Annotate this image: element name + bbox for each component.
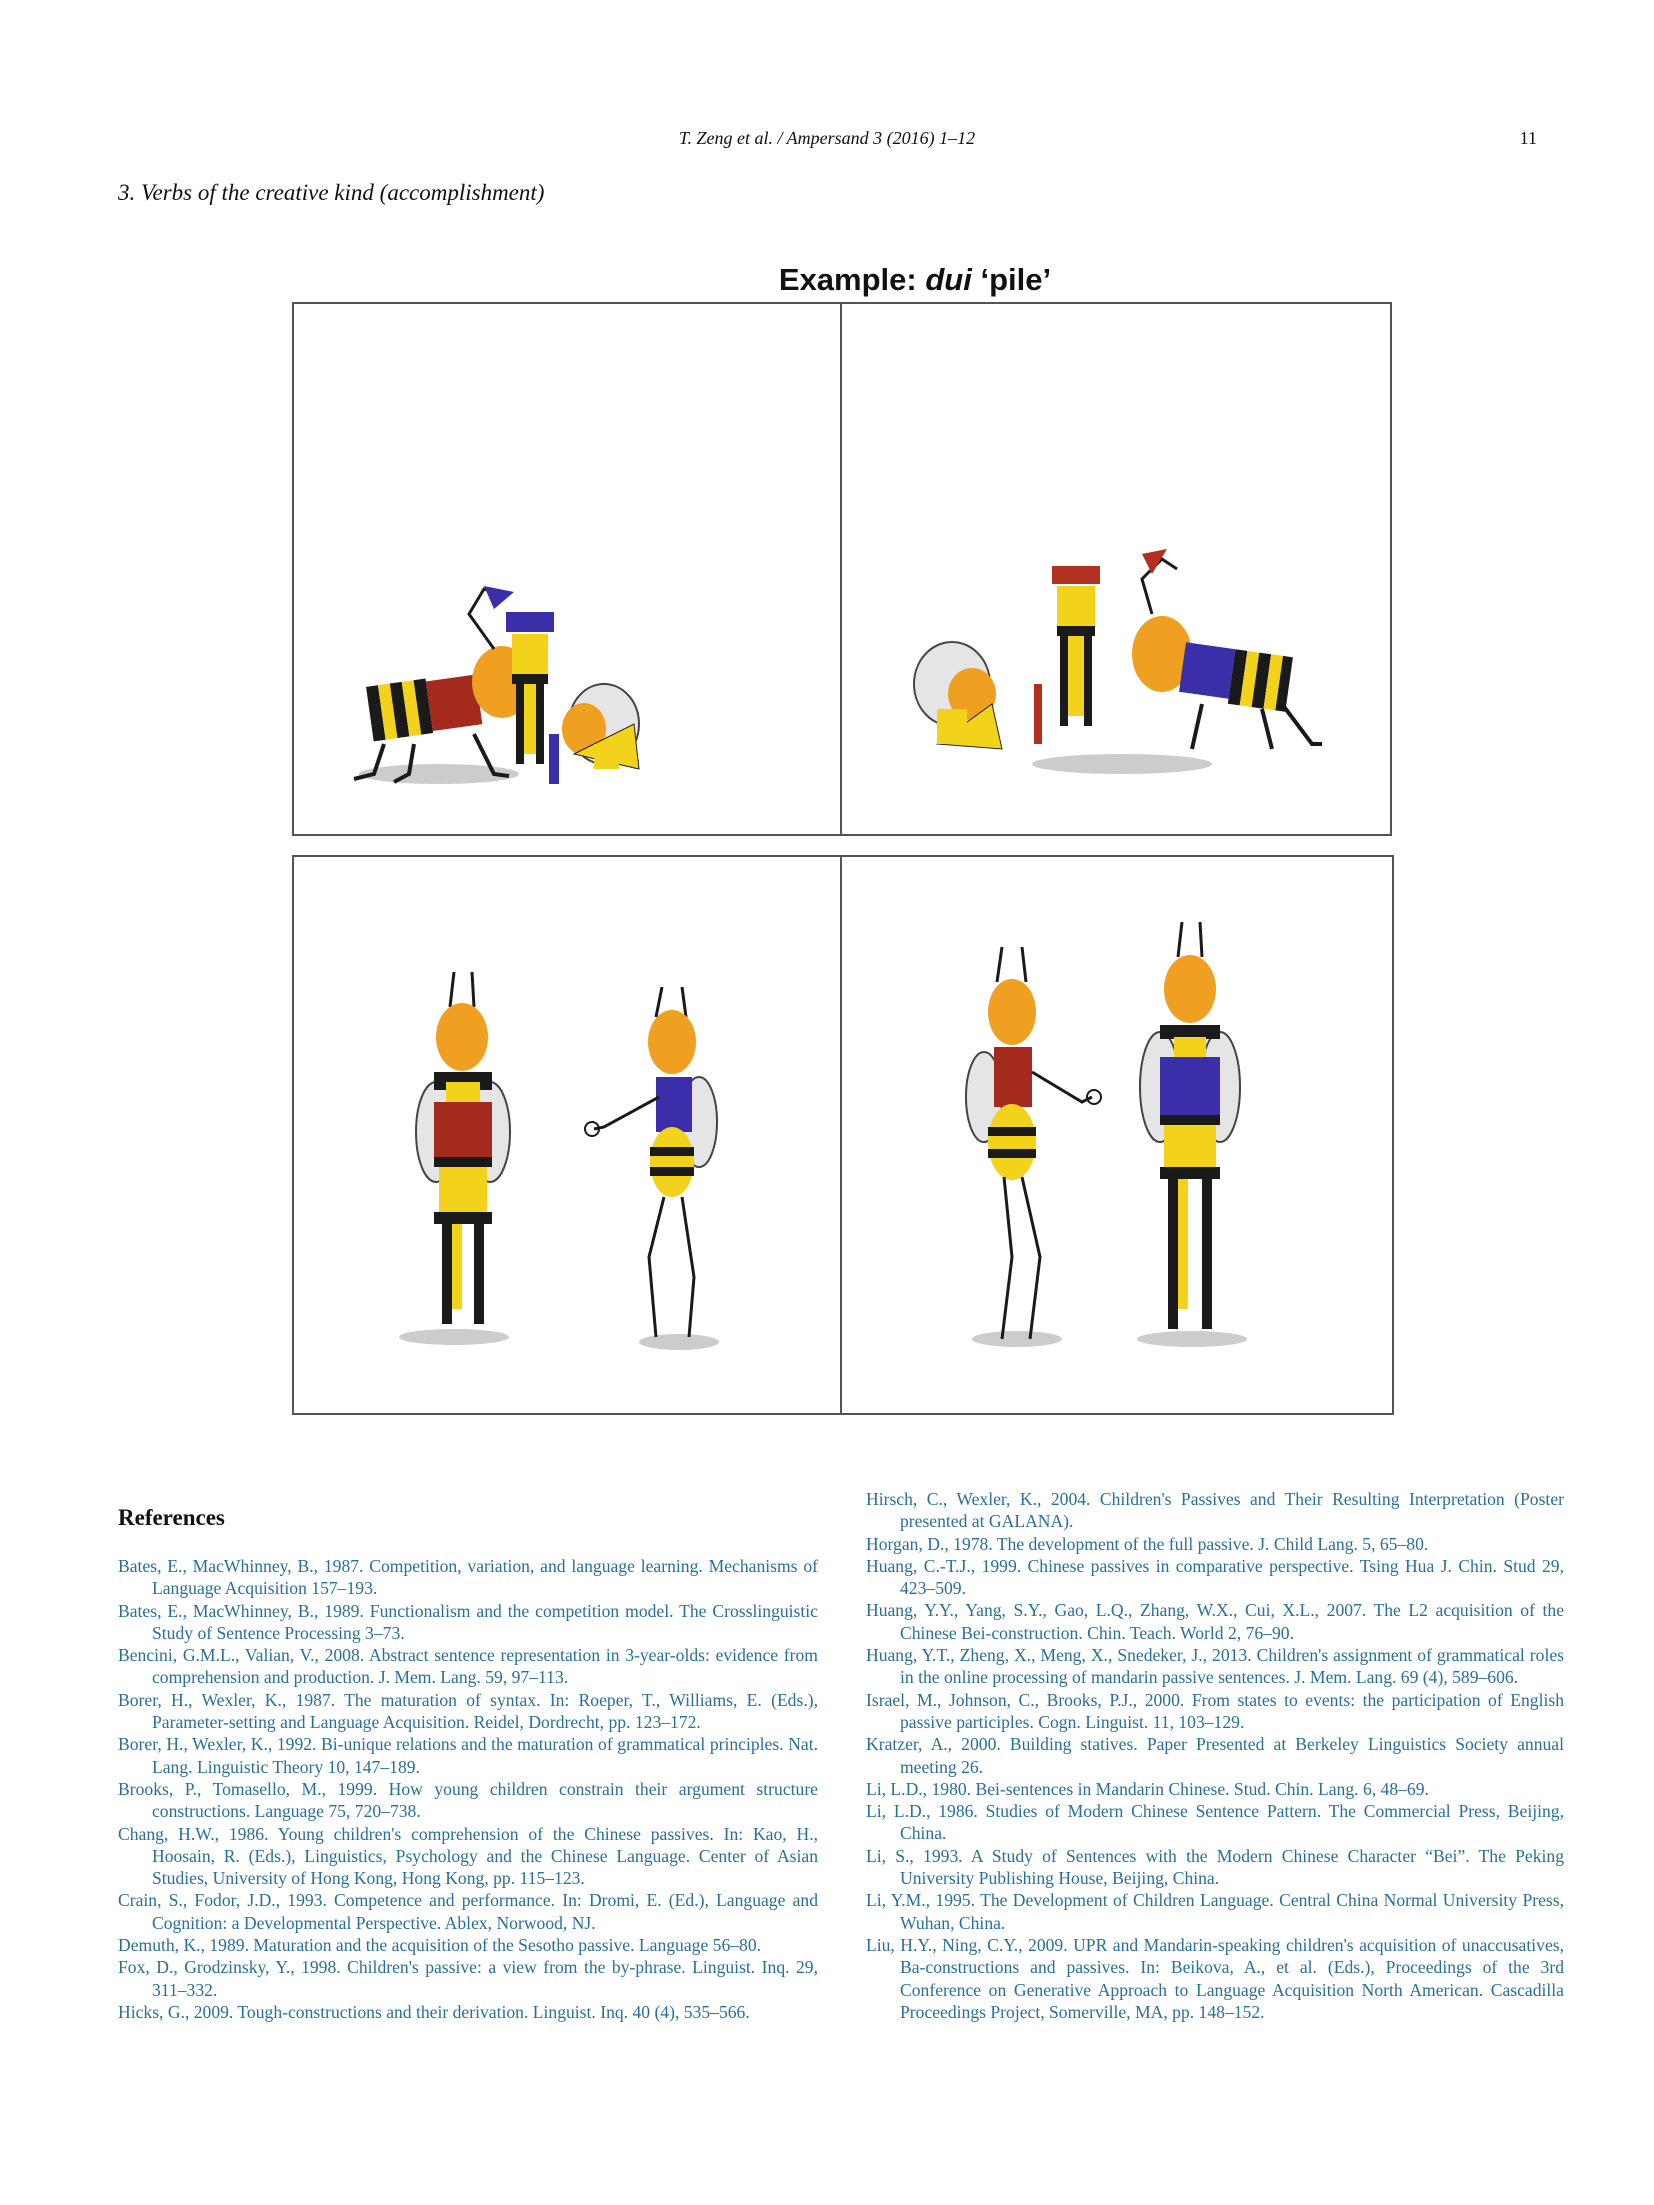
figure-panel-bottom-right (840, 855, 1394, 1415)
reference-entry: Li, L.D., 1986. Studies of Modern Chinese Sentence Pattern. The Commercial Press, Beijing, China. (866, 1801, 1564, 1844)
reference-entry: Horgan, D., 1978. The development of the full passive. J. Child Lang. 5, 65–80. (866, 1533, 1429, 1554)
page-header (0, 128, 1654, 158)
reference-entry: Fox, D., Grodzinsky, Y., 1998. Children's passive: a view from the by-phrase. Linguist. Inq. 29, 311–332. (118, 1957, 818, 2000)
reference-entry: Bencini, G.M.L., Valian, V., 2008. Abstract sentence representation in 3-year-olds: evidence from comprehension and production. J. Mem. Lang. 59, 97–113. (118, 1645, 818, 1688)
reference-entry: Demuth, K., 1989. Maturation and the acquisition of the Sesotho passive. Language 56–80. (118, 1935, 762, 1956)
reference-entry: Chang, H.W., 1986. Young children's comprehension of the Chinese passives. In: Kao, H., Hoosain, R. (Eds.), Linguistics, Psychology and the Chinese Language. Center of Asian Studies, University of Hong Kong, Hong Kong, pp. 115–123. (118, 1823, 818, 1889)
figure-panel-bottom-left (292, 855, 844, 1415)
section-title: 3. Verbs of the creative kind (accomplishment) (118, 180, 545, 205)
two-bees-illustration-1 (294, 857, 842, 1413)
reference-entry: Huang, C.-T.J., 1999. Chinese passives in comparative perspective. Tsing Hua J. Chin. Stud 29, 423–509. (866, 1555, 1564, 1599)
reference-entry: Hicks, G., 2009. Tough-constructions and their derivation. Linguist. Inq. 40 (4), 535–566. (118, 2001, 750, 2022)
reference-entry: Hirsch, C., Wexler, K., 2004. Children's Passives and Their Resulting Interpretation (Poster presented at GALANA). (866, 1489, 1564, 1532)
bee-building-illustration-2 (842, 304, 1390, 834)
reference-entry: Crain, S., Fodor, J.D., 1993. Competence and performance. In: Dromi, E. (Ed.), Language and Cognition: a Developmental Perspective. Ablex, Norwood, NJ. (118, 1890, 818, 1933)
figure-title-gloss: ‘pile’ (971, 262, 1052, 297)
reference-entry: Borer, H., Wexler, K., 1992. Bi-unique relations and the maturation of grammatical principles. Nat. Lang. Linguistic Theory 10, 147–189. (118, 1734, 818, 1777)
bee-building-illustration-1 (294, 304, 842, 834)
two-bees-illustration-2 (842, 857, 1392, 1413)
reference-entry: Bates, E., MacWhinney, B., 1989. Functionalism and the competition model. The Crosslinguistic Study of Sentence Processing 3–73. (118, 1600, 818, 1643)
references-left-column (118, 1555, 818, 2023)
reference-entry: Bates, E., MacWhinney, B., 1987. Competition, variation, and language learning. Mechanisms of Language Acquisition 157–193. (118, 1556, 818, 1599)
reference-entry: Huang, Y.Y., Yang, S.Y., Gao, L.Q., Zhang, W.X., Cui, X.L., 2007. The L2 acquisition of the Chinese Bei-construction. Chin. Teach. World 2, 76–90. (866, 1600, 1564, 1643)
reference-entry: Brooks, P., Tomasello, M., 1999. How young children constrain their argument structure constructions. Language 75, 720–738. (118, 1778, 818, 1822)
references-right-column (866, 1488, 1564, 2023)
running-title: T. Zeng et al. / Ampersand 3 (2016) 1–12 (678, 128, 976, 148)
reference-entry: Li, Y.M., 1995. The Development of Children Language. Central China Normal University Press, Wuhan, China. (866, 1890, 1564, 1933)
reference-entry: Li, L.D., 1980. Bei-sentences in Mandarin Chinese. Stud. Chin. Lang. 6, 48–69. (866, 1778, 1429, 1799)
reference-entry: Israel, M., Johnson, C., Brooks, P.J., 2000. From states to events: the participation of English passive participles. Cogn. Linguist. 11, 103–129. (866, 1689, 1564, 1732)
reference-entry: Kratzer, A., 2000. Building statives. Paper Presented at Berkeley Linguistics Society annual meeting 26. (866, 1734, 1564, 1777)
reference-entry: Liu, H.Y., Ning, C.Y., 2009. UPR and Mandarin-speaking children's acquisition of unaccusatives, Ba-constructions and passives. In: Beikova, A., et al. (Eds.), Proceedings of the 3rd Conference on Generative Approach to Language Acquisition North American. Cascadilla Proceedings Project, Somerville, MA, pp. 148–152. (866, 1934, 1564, 2022)
reference-entry: Borer, H., Wexler, K., 1987. The maturation of syntax. In: Roeper, T., Williams, E. (Eds.), Parameter-setting and Language Acquisition. Reidel, Dordrecht, pp. 123–172. (118, 1689, 818, 1733)
figure-title-word: dui (925, 262, 972, 297)
figure-title (700, 262, 1130, 298)
page-number: 11 (1519, 128, 1537, 148)
figure-panel-top-right (840, 302, 1392, 836)
reference-entry: Huang, Y.T., Zheng, X., Meng, X., Snedeker, J., 2013. Children's assignment of grammatical roles in the online processing of mandarin passive sentences. J. Mem. Lang. 69 (4), 589–606. (866, 1645, 1564, 1688)
reference-entry: Li, S., 1993. A Study of Sentences with the Modern Chinese Character “Bei”. The Peking University Publishing House, Beijing, China. (866, 1845, 1564, 1889)
figure-panel-top-left (292, 302, 844, 836)
references-heading: References (118, 1505, 225, 1530)
figure-title-prefix: Example: (778, 262, 926, 297)
